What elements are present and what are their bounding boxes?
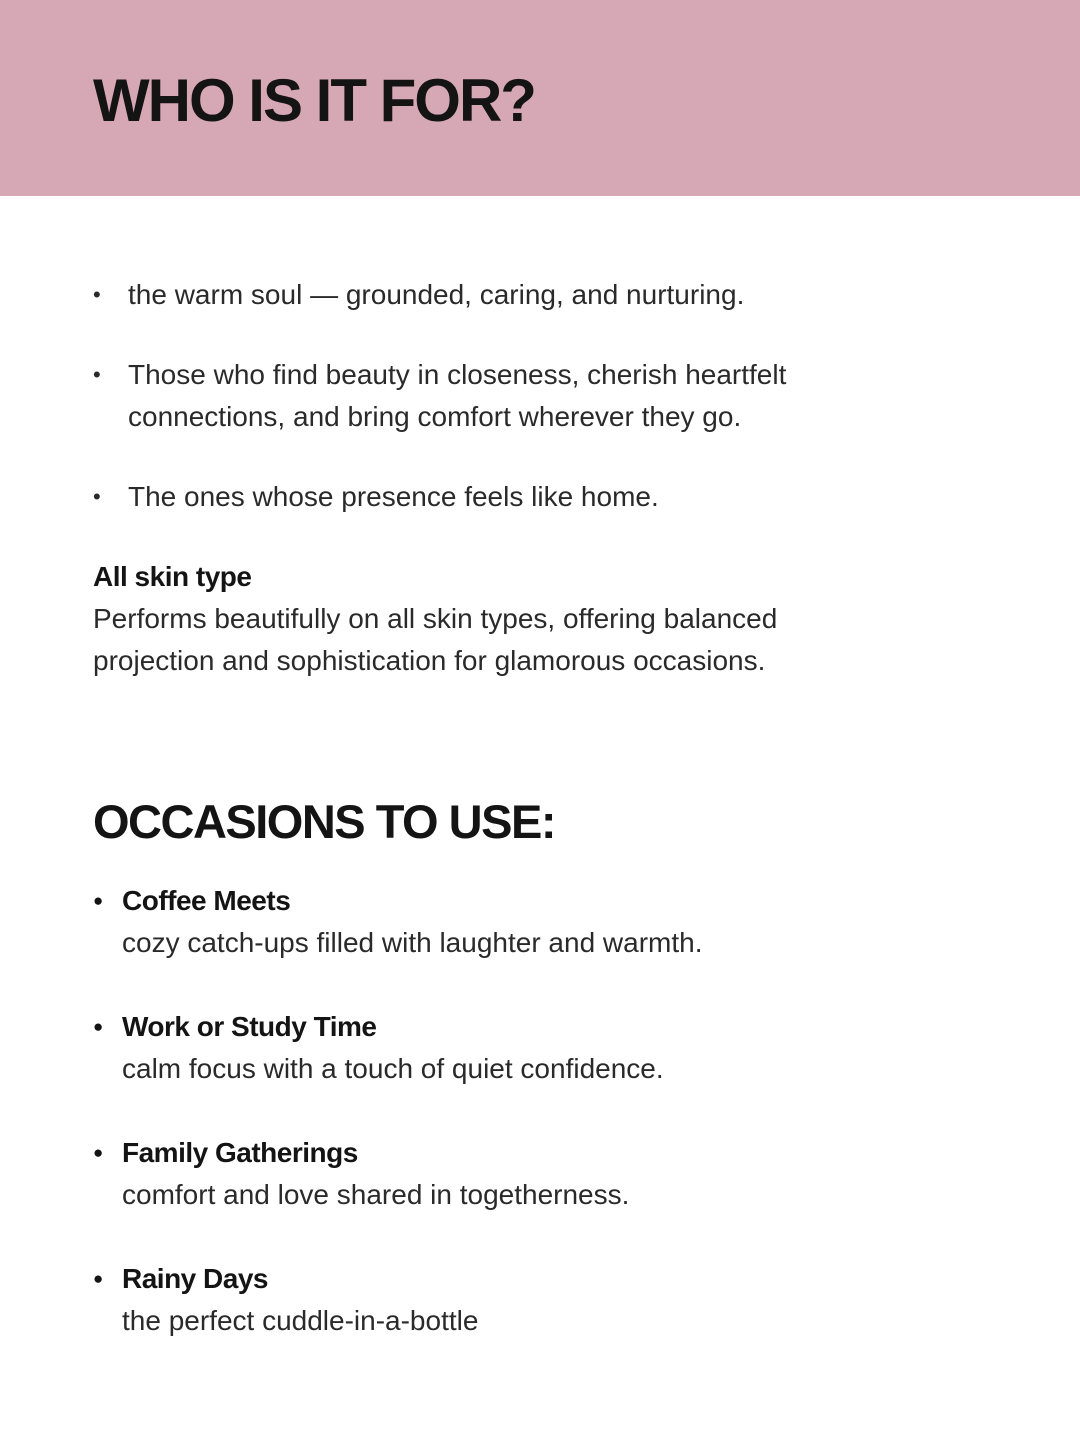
- list-item: [93, 354, 990, 438]
- page-title: WHO IS IT FOR?: [93, 67, 535, 134]
- bullet-dot-icon: •: [93, 282, 101, 307]
- bullet-dot-icon: ●: [93, 1143, 104, 1162]
- occasion-texts: [122, 1132, 629, 1216]
- occasion-description: the perfect cuddle-in-a-bottle: [122, 1305, 479, 1336]
- occasion-texts: [122, 880, 703, 964]
- occasion-description: calm focus with a touch of quiet confidence.: [122, 1053, 664, 1084]
- occasion-description: cozy catch-ups filled with laughter and warmth.: [122, 927, 703, 958]
- audience-item-text: the warm soul — grounded, caring, and nurturing.: [128, 279, 745, 310]
- bullet-dot-icon: ●: [93, 1269, 104, 1288]
- bullet-dot-icon: •: [93, 484, 101, 509]
- list-item: [93, 1258, 990, 1342]
- list-item: [93, 476, 990, 518]
- occasion-title: Rainy Days: [122, 1263, 268, 1294]
- list-item: [93, 1006, 990, 1090]
- bullet-dot-icon: ●: [93, 891, 104, 910]
- skin-type-heading: All skin type: [93, 561, 252, 592]
- audience-item-text: Those who find beauty in closeness, cherish heartfelt connections, and bring comfort wherever they go.: [128, 359, 787, 432]
- occasions-list: [93, 880, 990, 1342]
- page-content: [0, 196, 1080, 1342]
- occasions-heading: OCCASIONS TO USE:: [93, 795, 555, 848]
- list-item: [93, 274, 990, 316]
- occasion-title: Work or Study Time: [122, 1011, 377, 1042]
- audience-list: [93, 274, 990, 518]
- list-item: [93, 880, 990, 964]
- skin-type-body: Performs beautifully on all skin types, offering balanced projection and sophistication for glamorous occasions.: [93, 603, 778, 676]
- header-band: [0, 0, 1080, 196]
- occasion-texts: [122, 1006, 664, 1090]
- skin-type-section: [93, 556, 990, 682]
- audience-item-text: The ones whose presence feels like home.: [128, 481, 659, 512]
- bullet-dot-icon: •: [93, 362, 101, 387]
- bullet-dot-icon: ●: [93, 1017, 104, 1036]
- occasion-texts: [122, 1258, 478, 1342]
- list-item: [93, 1132, 990, 1216]
- occasion-title: Coffee Meets: [122, 885, 291, 916]
- occasion-description: comfort and love shared in togetherness.: [122, 1179, 630, 1210]
- occasion-title: Family Gatherings: [122, 1137, 358, 1168]
